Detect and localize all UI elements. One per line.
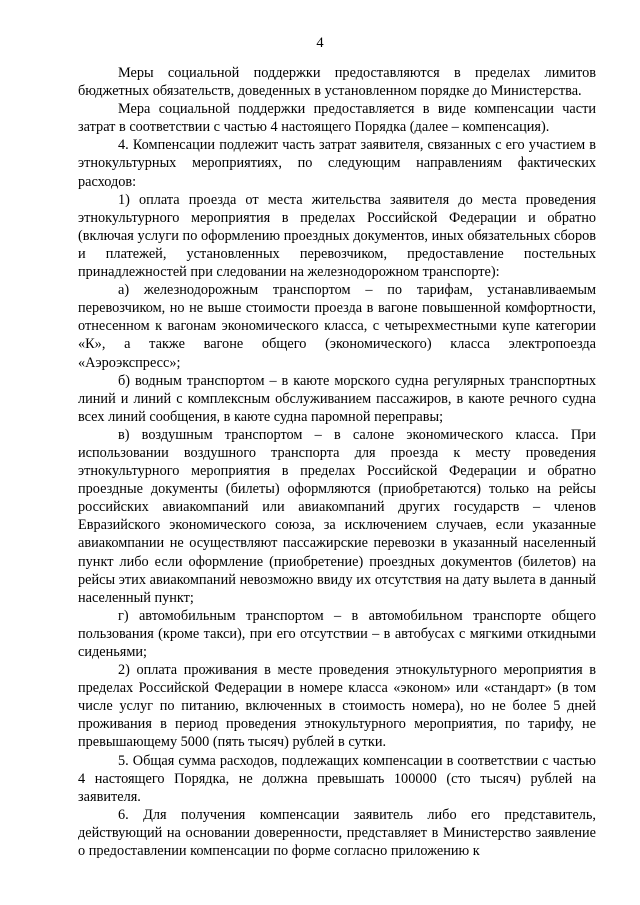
paragraph-railway: а) железнодорожным транспортом – по тарифам, устанавливаемым перевозчиком, но не выше стоимости проезда в вагоне повышенной комфортности, отнесенном к вагонам экономического класса, с четырехместными купе категории «К», а также вагоне общего (экономического) класса электропоезда «Аэроэкспресс»; (78, 282, 596, 371)
paragraph-clause-6: 6. Для получения компенсации заявитель либо его представитель, действующий на основании доверенности, представляет в Министерство заявление о предоставлении компенсации по форме согласно приложению к (78, 806, 596, 860)
paragraph-clause-4: 4. Компенсации подлежит часть затрат заявителя, связанных с его участием в этнокультурных мероприятиях, по следующим направлениям фактических расходов: (78, 137, 596, 190)
paragraph-clause-5: 5. Общая сумма расходов, подлежащих компенсации в соответствии с частью 4 настоящего Порядка, не должна превышать 100000 (сто тысяч) рублей на заявителя. (78, 752, 596, 805)
paragraph-accommodation: 2) оплата проживания в месте проведения этнокультурного мероприятия в пределах Российской Федерации в номере класса «эконом» или «стандарт» (в том числе услуг по питанию, включенных в стоимость номера), но не более 5 дней проживания в период проведения этнокультурного мероприятия, по тарифу, не превышающему 5000 (пять тысяч) рублей в сутки. (78, 662, 596, 751)
document-body (78, 64, 596, 860)
paragraph-travel-payment: 1) оплата проезда от места жительства заявителя до места проведения этнокультурного мероприятия в пределах Российской Федерации и обратно (включая услуги по оформлению проездных документов, иных обязательных сборов и платежей, установленных перевозчиком, предоставление постельных принадлежностей при следовании на железнодорожном транспорте): (78, 191, 596, 281)
paragraph-air: в) воздушным транспортом – в салоне экономического класса. При использовании воздушного транспорта для проезда к месту проведения этнокультурного мероприятия в пределах Российской Федерации и обратно проездные документы (билеты) оформляются (приобретаются) только на рейсы российских авиакомпаний или авиакомпаний других государств – членов Евразийского экономического союза, за исключением случаев, если указанные авиакомпании не осуществляют пассажирские перевозки в указанный населенный пункт либо если оформление (приобретение) проездных документов (билетов) на рейсы этих авиакомпаний невозможно ввиду их отсутствия на дату вылета в данный населенный пункт; (78, 426, 596, 606)
paragraph-water: б) водным транспортом – в каюте морского судна регулярных транспортных линий и линий с комплексным обслуживанием пассажиров, в каюте речного судна всех линий сообщения, в каюте судна паромной переправы; (78, 372, 596, 425)
paragraph-compensation-form: Мера социальной поддержки предоставляется в виде компенсации части затрат в соответствии с частью 4 настоящего Порядка (далее – компенсация). (78, 101, 596, 136)
paragraph-limits: Меры социальной поддержки предоставляются в пределах лимитов бюджетных обязательств, доведенных в установленном порядке до Министерства. (78, 65, 596, 100)
paragraph-road: г) автомобильным транспортом – в автомобильном транспорте общего пользования (кроме такси), при его отсутствии – в автобусах с мягкими откидными сиденьями; (78, 607, 596, 660)
page-number: 4 (316, 35, 324, 51)
